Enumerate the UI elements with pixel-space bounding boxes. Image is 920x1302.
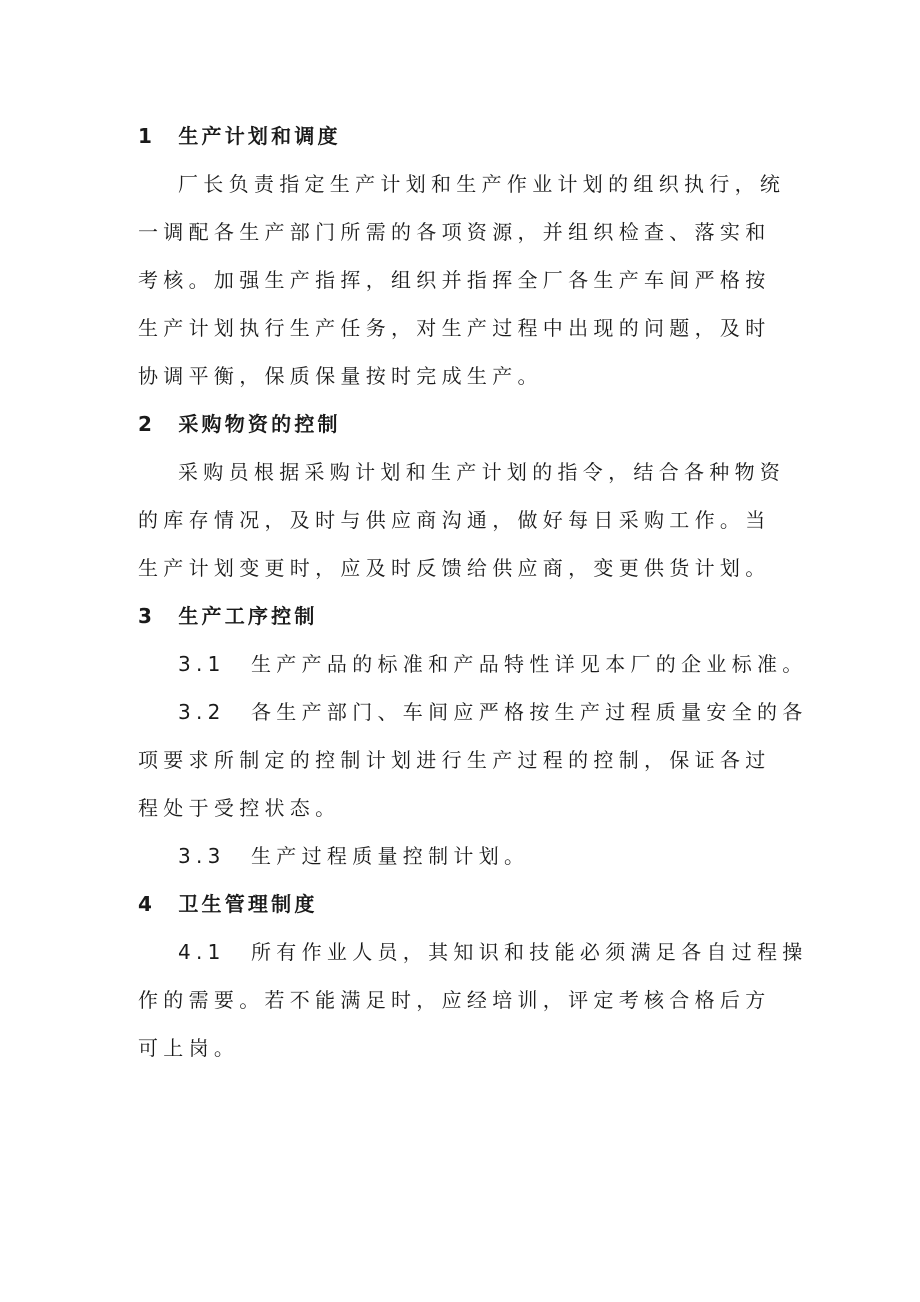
paragraph-line: 项要求所制定的控制计划进行生产过程的控制，保证各过: [138, 748, 771, 772]
section-heading-1: 1 生产计划和调度: [138, 124, 341, 148]
paragraph-line: 协调平衡，保质保量按时完成生产。: [138, 364, 543, 388]
paragraph-line: 厂长负责指定生产计划和生产作业计划的组织执行，统: [178, 172, 786, 196]
paragraph-line: 3.1 生产产品的标准和产品特性详见本厂的企业标准。: [178, 652, 808, 676]
paragraph-line: 3.3 生产过程质量控制计划。: [178, 844, 530, 868]
paragraph-line: 3.2 各生产部门、车间应严格按生产过程质量安全的各: [178, 700, 808, 724]
paragraph-line: 作的需要。若不能满足时，应经培训，评定考核合格后方: [138, 988, 771, 1012]
paragraph-line: 程处于受控状态。: [138, 796, 341, 820]
paragraph-line: 考核。加强生产指挥，组织并指挥全厂各生产车间严格按: [138, 268, 771, 292]
paragraph-line: 4.1 所有作业人员，其知识和技能必须满足各自过程操: [178, 940, 808, 964]
paragraph-line: 生产计划执行生产任务，对生产过程中出现的问题，及时: [138, 316, 771, 340]
paragraph-line: 生产计划变更时，应及时反馈给供应商，变更供货计划。: [138, 556, 771, 580]
section-heading-4: 4 卫生管理制度: [138, 892, 318, 916]
paragraph-line: 可上岗。: [138, 1036, 240, 1060]
paragraph-line: 的库存情况，及时与供应商沟通，做好每日采购工作。当: [138, 508, 771, 532]
paragraph-line: 采购员根据采购计划和生产计划的指令，结合各种物资: [178, 460, 786, 484]
section-heading-2: 2 采购物资的控制: [138, 412, 341, 436]
paragraph-line: 一调配各生产部门所需的各项资源，并组织检查、落实和: [138, 220, 771, 244]
section-heading-3: 3 生产工序控制: [138, 604, 318, 628]
